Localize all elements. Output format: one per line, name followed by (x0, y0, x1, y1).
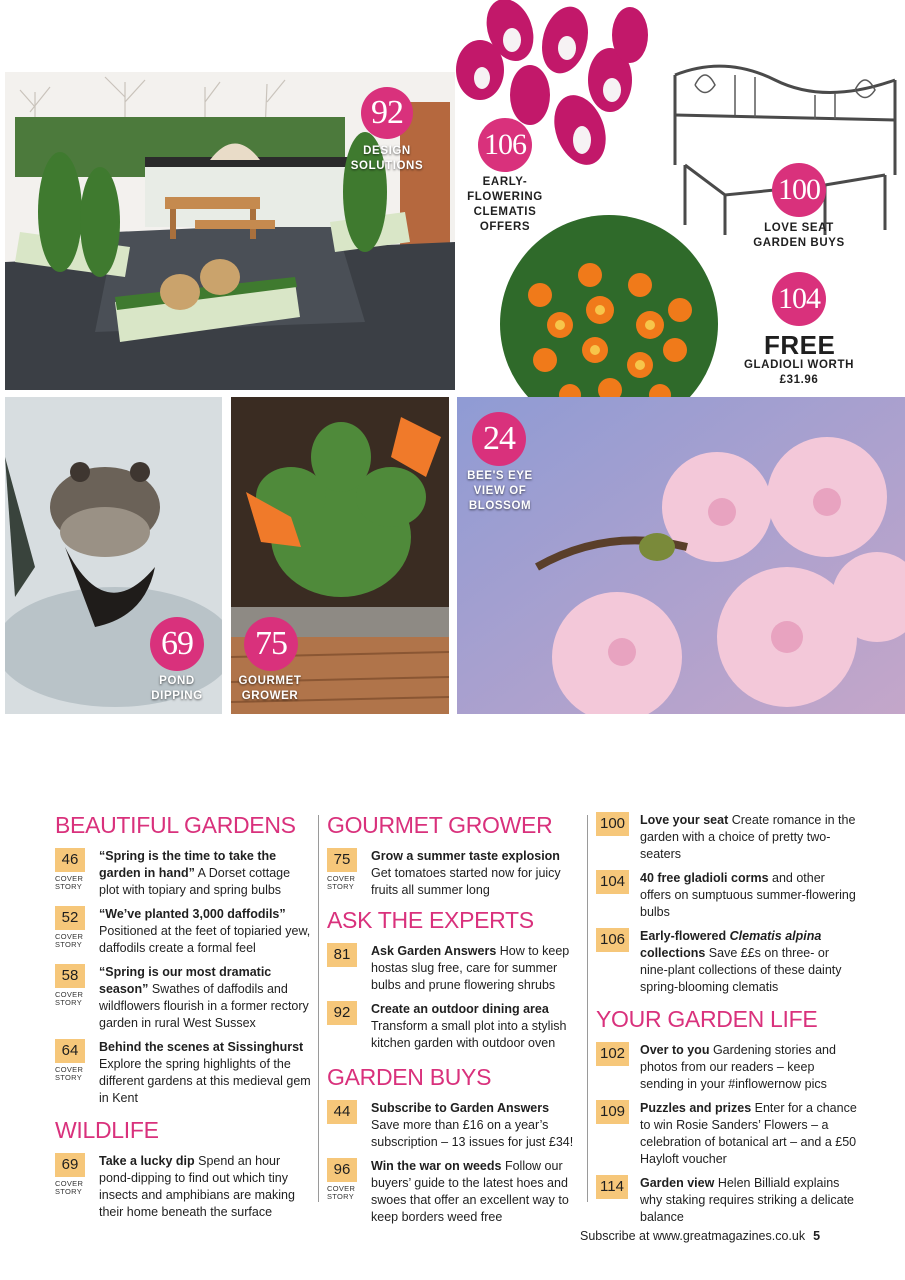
cover-story-tag: COVER STORY (55, 1179, 84, 1196)
cover-story-tag: COVER STORY (55, 1065, 84, 1082)
item-title: Over to you (640, 1043, 710, 1057)
contents-column-2 (327, 812, 579, 1233)
callout-badge-106: 106 (478, 118, 532, 172)
callout-badge-75: 75 (244, 617, 298, 671)
contents-item[interactable] (55, 1153, 313, 1221)
callout-badge-69: 69 (150, 617, 204, 671)
contents-item[interactable] (596, 1175, 858, 1226)
callout-label-blossom: BEE'S EYE VIEW OF BLOSSOM (467, 470, 533, 512)
callout-label-love-seat: LOVE SEAT GARDEN BUYS (753, 222, 845, 249)
item-title-italic: Clematis alpina (729, 929, 822, 943)
item-title: Puzzles and prizes (640, 1101, 752, 1115)
contents-column-3 (596, 812, 858, 1233)
item-title: Love your seat (640, 813, 729, 827)
section-title-ask-the-experts: ASK THE EXPERTS (327, 907, 534, 933)
callout-label-design-solutions: DESIGN SOLUTIONS (350, 145, 424, 172)
item-title: 40 free gladioli corms (640, 871, 769, 885)
item-description: Positioned at the feet of topiaried yew, daffodils create a formal feel (99, 924, 311, 955)
section-title-beautiful-gardens: BEAUTIFUL GARDENS (55, 812, 296, 838)
page-number: 96 (327, 1158, 357, 1182)
page-number: 58 (55, 964, 85, 988)
item-description: Explore the spring highlights of the different gardens at this medieval gem in Kent (99, 1057, 311, 1105)
contents-item[interactable] (327, 943, 579, 994)
contents-item[interactable] (596, 928, 858, 996)
item-description: Get tomatoes started now for juicy fruits all summer long (371, 866, 561, 897)
callout-free-heading: FREE (764, 330, 836, 360)
item-title: Win the war on weeds (371, 1159, 502, 1173)
page-number: 102 (596, 1042, 629, 1066)
page-number: 46 (55, 848, 85, 872)
cover-story-tag: COVER STORY (55, 932, 84, 949)
page-number: 92 (327, 1001, 357, 1025)
item-description: Transform a small plot into a stylish kitchen garden with outdoor oven (371, 1019, 567, 1050)
callout-badge-104: 104 (772, 272, 826, 326)
contents-item[interactable] (327, 1100, 579, 1151)
page-number: 114 (596, 1175, 628, 1199)
item-description: and other offers on sumptuous summer-flowering bulbs (640, 871, 856, 919)
item-title: Grow a summer taste explosion (371, 849, 560, 863)
contents-item[interactable] (55, 848, 313, 899)
page-number: 44 (327, 1100, 357, 1124)
item-title: “Spring is the time to take the garden in hand” (99, 849, 277, 880)
column-divider-1 (318, 815, 319, 1202)
page-number: 100 (596, 812, 629, 836)
page-number: 75 (327, 848, 357, 872)
callout-label-pond-dipping: POND DIPPING (151, 675, 203, 702)
section-title-wildlife: WILDLIFE (55, 1117, 159, 1143)
item-title: Subscribe to Garden Answers (371, 1101, 550, 1115)
contents-item[interactable] (327, 1001, 579, 1052)
contents-item[interactable] (596, 812, 858, 863)
cover-story-tag: COVER STORY (55, 874, 84, 891)
item-title: Garden view (640, 1176, 715, 1190)
contents-item[interactable] (55, 964, 313, 1032)
item-description: Follow our buyers’ guide to the latest hoes and swoes that offer an excellent way to keep borders weed free (371, 1159, 569, 1224)
contents-item[interactable] (596, 870, 858, 921)
page-number: 106 (596, 928, 629, 952)
item-description: Gardening stories and photos from our readers – keep sending in your #inflowernow pics (640, 1043, 836, 1091)
item-description: Enter for a chance to win Rosie Sanders’ Flowers – a celebration of botanical art – and a £50 Hayloft voucher (640, 1101, 857, 1166)
footer (580, 1229, 820, 1243)
callout-badge-92: 92 (361, 87, 413, 139)
contents-column-1 (55, 812, 313, 1228)
contents-item[interactable] (55, 906, 313, 957)
contents-item[interactable] (327, 848, 579, 899)
item-description: How to keep hostas slug free, care for summer bulbs and prune flowering shrubs (371, 944, 570, 992)
column-divider-2 (587, 815, 588, 1202)
section-title-gourmet-grower: GOURMET GROWER (327, 812, 553, 838)
clematis-photo (440, 0, 655, 200)
callout-label-gourmet-grower: GOURMET GROWER (238, 675, 302, 702)
item-title: “We’ve planted 3,000 daffodils” (99, 907, 286, 921)
item-description: A Dorset cottage plot with topiary and spring bulbs (99, 866, 291, 897)
item-title: Ask Garden Answers (371, 944, 497, 958)
item-description: Save more than £16 on a year’s subscription – 13 issues for just £34! (371, 1118, 574, 1149)
callout-label-clematis: EARLY- FLOWERING CLEMATIS OFFERS (467, 176, 543, 233)
page-number: 69 (55, 1153, 85, 1177)
subscribe-link[interactable]: Subscribe at www.greatmagazines.co.uk (580, 1229, 806, 1243)
item-description: Create romance in the garden with a choice of pretty two-seaters (640, 813, 856, 861)
section-title-garden-buys: GARDEN BUYS (327, 1064, 492, 1090)
contents-item[interactable] (55, 1039, 313, 1107)
page-number: 104 (596, 870, 629, 894)
item-title: Behind the scenes at Sissinghurst (99, 1040, 304, 1054)
item-description: Helen Billiald explains why staking requires striking a delicate balance (640, 1176, 854, 1224)
item-title: “Spring is our most dramatic season” (99, 965, 272, 996)
cover-story-tag: COVER STORY (55, 990, 84, 1007)
item-title: Create an outdoor dining area (371, 1002, 549, 1016)
page-number: 52 (55, 906, 85, 930)
item-description: Spend an hour pond-dipping to find out which tiny insects and amphibians are making their home beneath the surface (99, 1154, 295, 1219)
item-title: Take a lucky dip (99, 1154, 195, 1168)
item-title: Early-flowered (640, 929, 727, 943)
page-number: 64 (55, 1039, 85, 1063)
item-title-end: collections (640, 946, 706, 960)
section-title-your-garden-life: YOUR GARDEN LIFE (596, 1006, 818, 1032)
item-description: Save ££s on three- or nine-plant collections of these dainty spring-blooming clematis (640, 946, 842, 994)
cover-story-tag: COVER STORY (327, 874, 356, 891)
callout-badge-100: 100 (772, 163, 826, 217)
page-number: 109 (596, 1100, 629, 1124)
cover-story-tag: COVER STORY (327, 1184, 356, 1201)
contents-item[interactable] (596, 1100, 858, 1168)
page-number: 81 (327, 943, 357, 967)
item-description: Swathes of daffodils and wildflowers flourish in a former rectory garden in rural West Sussex (99, 982, 309, 1030)
callout-label-gladioli: GLADIOLI WORTH £31.96 (744, 359, 854, 386)
contents-item[interactable] (596, 1042, 858, 1093)
callout-badge-24: 24 (472, 412, 526, 466)
page-folio: 5 (813, 1229, 821, 1243)
contents-item[interactable] (327, 1158, 579, 1226)
